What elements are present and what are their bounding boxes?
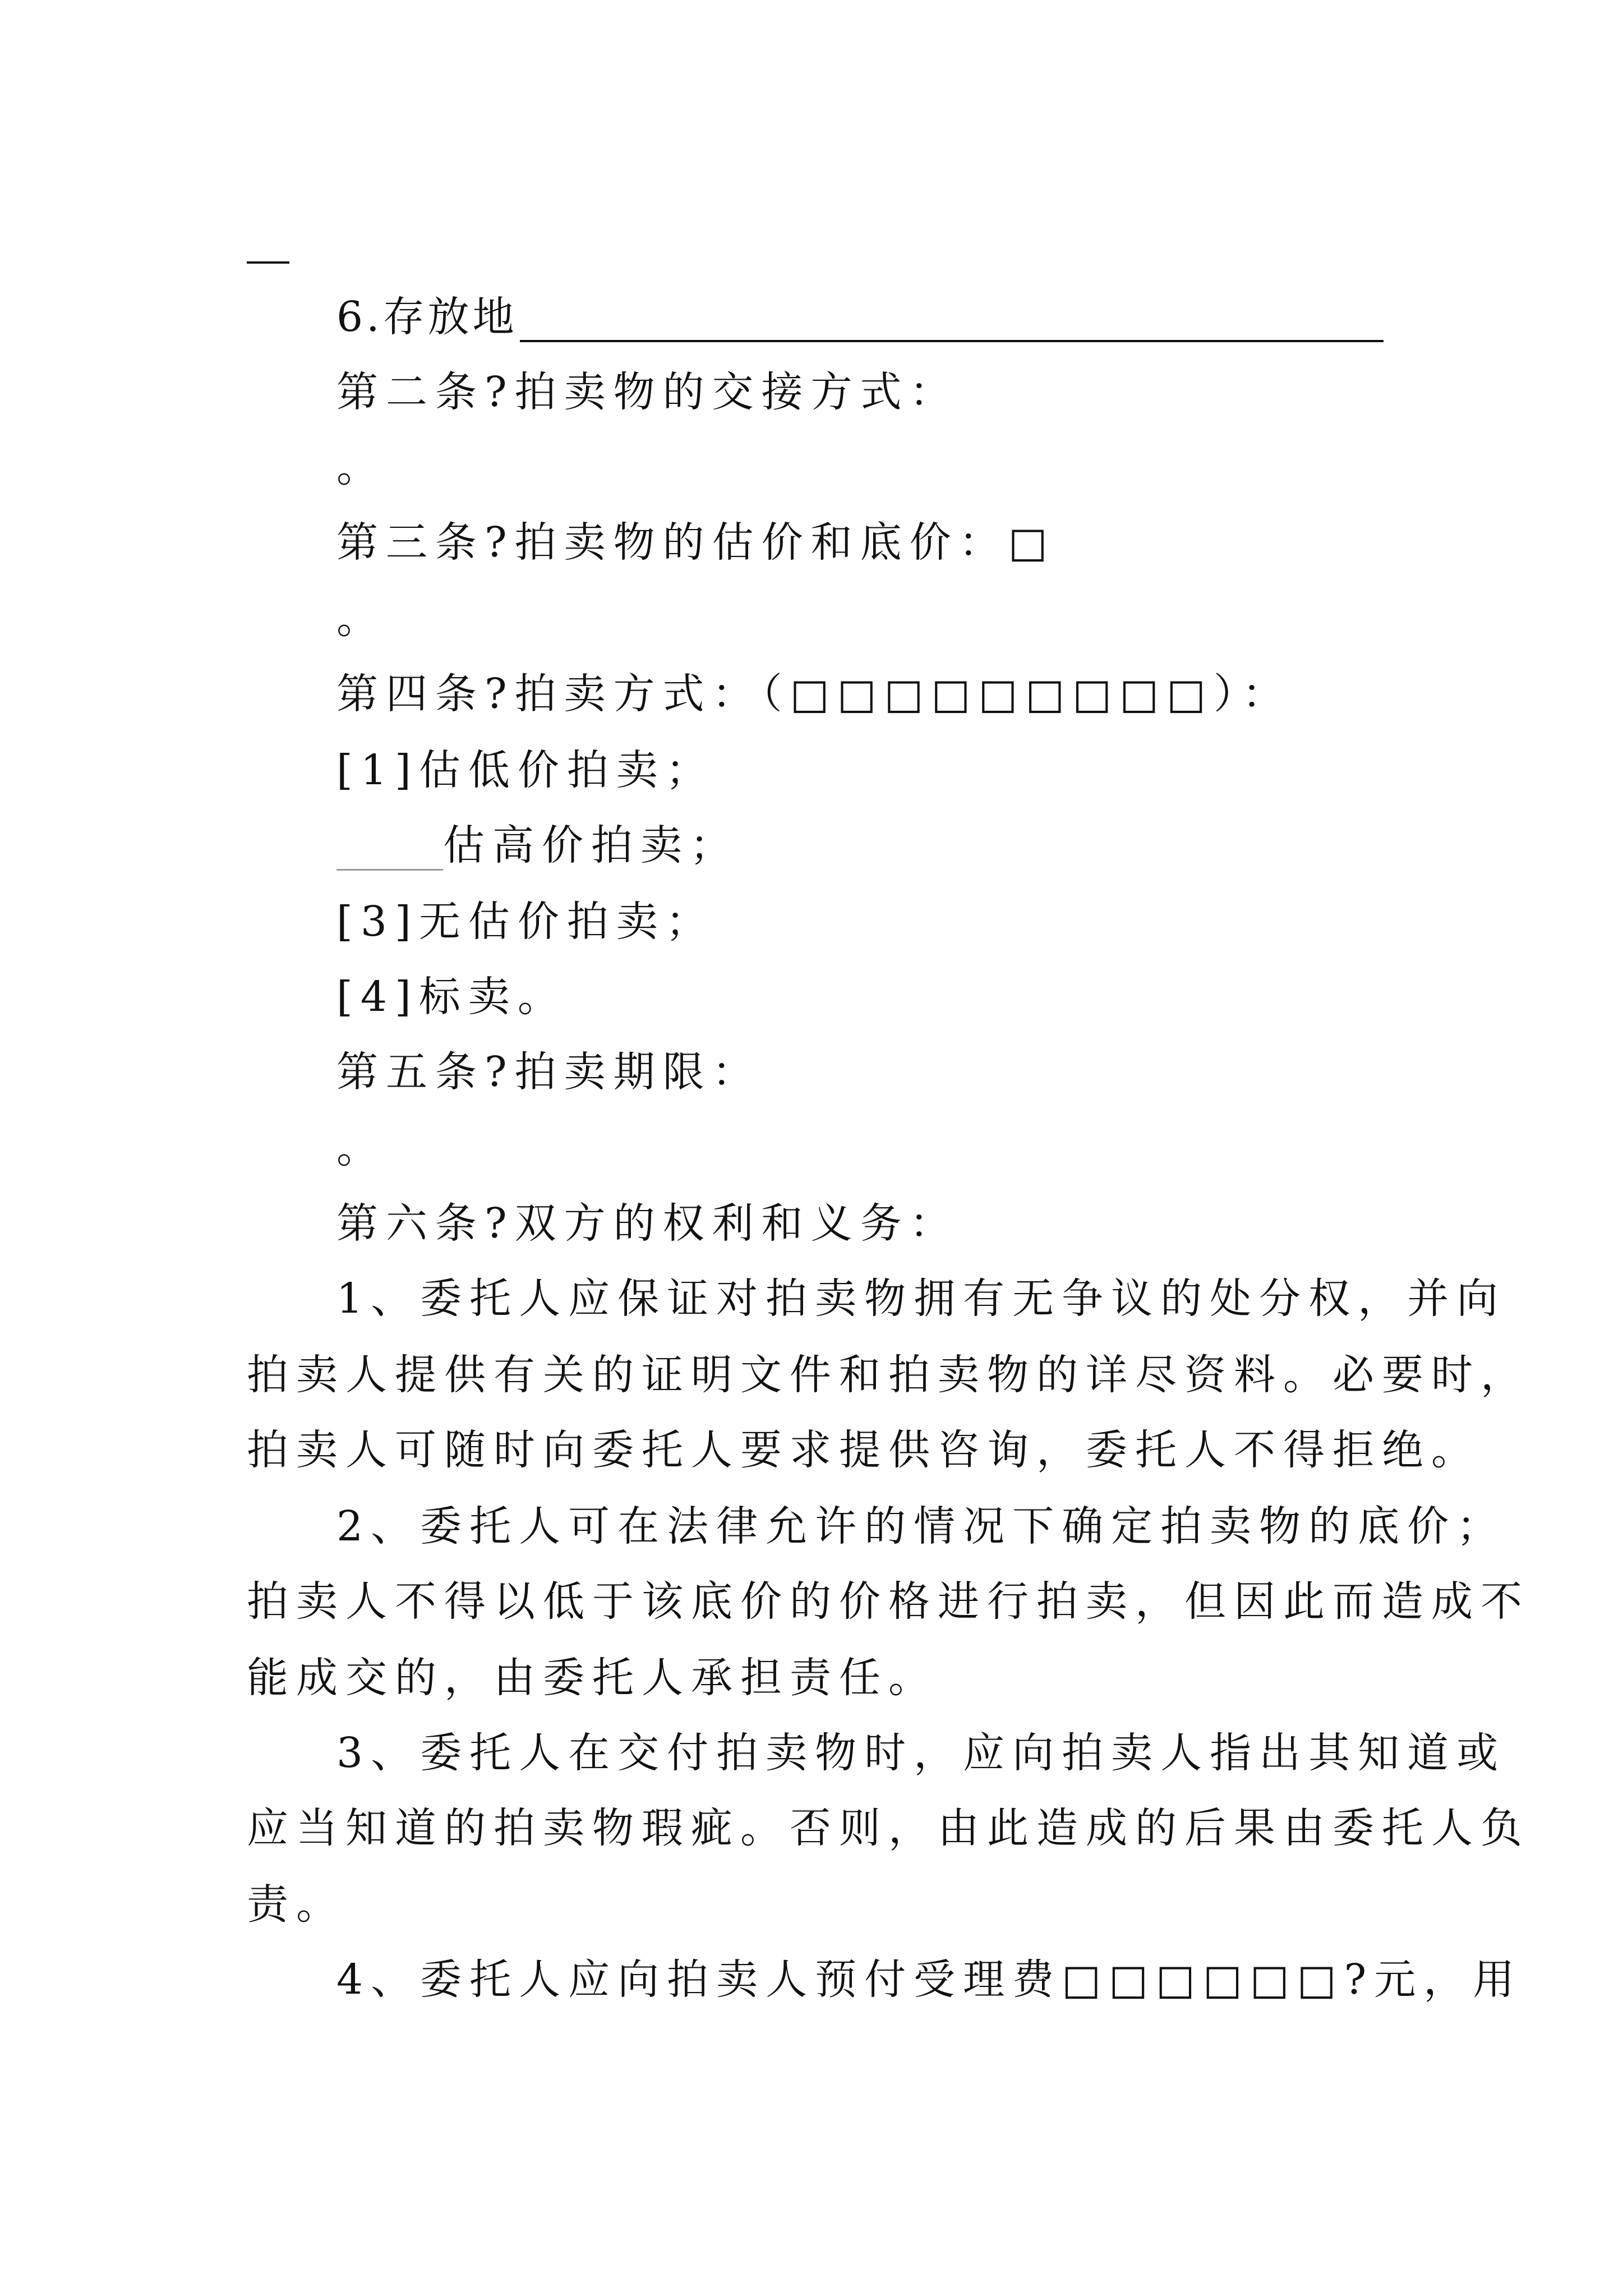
paragraph-line: 拍卖人可随时向委托人要求提供咨询，委托人不得拒绝。	[247, 1426, 1481, 1474]
paragraph-line: 能成交的，由委托人承担责任。	[247, 1654, 938, 1702]
article-4-heading: 第四条?拍卖方式：（□□□□□□□□□）：	[336, 670, 1292, 718]
paragraph-line: 拍卖人不得以低于该底价的价格进行拍卖，但因此而造成不	[247, 1577, 1530, 1626]
end-mark: 。	[336, 595, 381, 643]
paragraph-line: 2、委托人可在法律允许的情况下确定拍卖物的底价；	[336, 1502, 1506, 1550]
option-2-blank	[336, 830, 443, 871]
paragraph-line: 4、委托人应向拍卖人预付受理费□□□□□□?元，用	[336, 1955, 1523, 2004]
end-mark: 。	[336, 1124, 381, 1172]
paragraph-line: 3、委托人在交付拍卖物时，应向拍卖人指出其知道或	[336, 1729, 1506, 1777]
item-storage-label: 6.存放地	[336, 293, 518, 341]
storage-blank-line	[520, 301, 1384, 342]
article-3-heading: 第三条?拍卖物的估价和底价：□	[336, 518, 1055, 567]
option-4: [4]标卖。	[336, 973, 567, 1021]
option-1: [1]估低价拍卖；	[336, 746, 715, 794]
paragraph-line: 拍卖人提供有关的证明文件和拍卖物的详尽资料。必要时，	[247, 1351, 1530, 1399]
option-2	[336, 820, 739, 871]
article-2-heading: 第二条?拍卖物的交接方式：	[336, 368, 959, 416]
paragraph-line: 1、委托人应保证对拍卖物拥有无争议的处分权，并向	[336, 1274, 1506, 1323]
top-dash-mark	[247, 261, 289, 264]
option-3: [3]无估价拍卖；	[336, 898, 715, 946]
article-5-heading: 第五条?拍卖期限：	[336, 1048, 762, 1096]
paragraph-line: 应当知道的拍卖物瑕疵。否则，由此造成的后果由委托人负	[247, 1804, 1530, 1852]
article-6-heading: 第六条?双方的权利和义务：	[336, 1199, 959, 1248]
paragraph-line: 责。	[247, 1880, 345, 1929]
end-mark: 。	[336, 443, 381, 491]
item-storage-location	[336, 292, 1384, 342]
option-2-text: 估高价拍卖；	[443, 821, 739, 869]
